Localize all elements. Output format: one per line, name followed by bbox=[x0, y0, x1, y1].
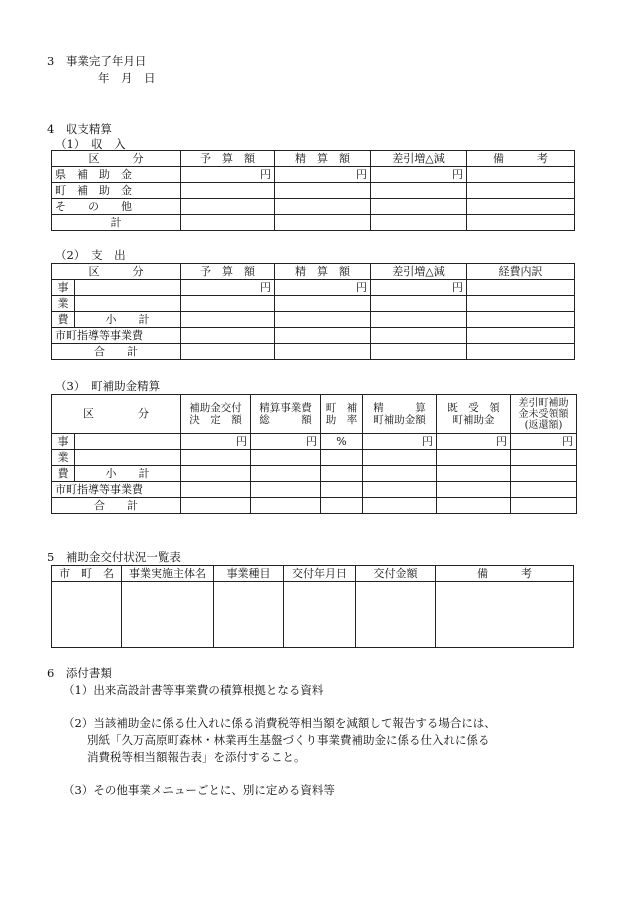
blank-cell bbox=[214, 582, 284, 648]
blank-cell bbox=[467, 183, 575, 199]
table-row bbox=[52, 296, 575, 312]
blank-cell bbox=[321, 482, 363, 498]
header-cell: 精 算 額 bbox=[275, 264, 371, 280]
table-row bbox=[52, 395, 577, 434]
section-5-title: 5 補助金交付状況一覧表 bbox=[47, 550, 181, 564]
attachment-item-2-line2: 別紙「久万高原町森林・林業再生基盤づくり事業費補助金に係る仕入れに係る bbox=[87, 733, 490, 747]
header-cell bbox=[321, 395, 363, 434]
table-row bbox=[52, 215, 575, 231]
blank-cell bbox=[371, 296, 467, 312]
blank-cell bbox=[363, 466, 437, 482]
blank-cell bbox=[181, 498, 251, 514]
header-line: 既 受 領 bbox=[447, 402, 500, 414]
header-cell: 区 分 bbox=[52, 395, 181, 434]
blank-cell bbox=[181, 328, 275, 344]
header-cell: 交付年月日 bbox=[284, 566, 356, 582]
blank-cell bbox=[275, 183, 371, 199]
blank-cell bbox=[467, 328, 575, 344]
income-table bbox=[51, 150, 575, 231]
yen-unit: 円 bbox=[181, 280, 275, 296]
blank-cell bbox=[467, 344, 575, 360]
blank-cell bbox=[181, 296, 275, 312]
blank-cell bbox=[321, 466, 363, 482]
blank-cell bbox=[467, 199, 575, 215]
income-title: （1） 収 入 bbox=[55, 137, 126, 151]
grant-status-table bbox=[51, 565, 574, 648]
blank-cell bbox=[511, 498, 577, 514]
blank-cell bbox=[181, 344, 275, 360]
completion-date: 年 月 日 bbox=[98, 71, 156, 85]
attachment-item-2-line1: （2）当該補助金に係る仕入れに係る消費税等相当額を減額して報告する場合には、 bbox=[63, 716, 496, 730]
table-row bbox=[52, 199, 575, 215]
row-label: 市町指導等事業費 bbox=[52, 328, 181, 344]
percent-unit: % bbox=[321, 434, 363, 450]
yen-unit: 円 bbox=[181, 434, 251, 450]
header-line: 町 補 bbox=[325, 402, 358, 414]
blank-cell bbox=[436, 582, 574, 648]
blank-cell bbox=[275, 328, 371, 344]
blank-cell bbox=[363, 450, 437, 466]
blank-cell bbox=[437, 450, 511, 466]
expense-table bbox=[51, 263, 575, 360]
blank-cell bbox=[251, 450, 321, 466]
row-label: 合 計 bbox=[52, 344, 181, 360]
blank-cell bbox=[511, 466, 577, 482]
jigyo-char: 費 bbox=[52, 312, 75, 328]
header-cell: 市 町 名 bbox=[52, 566, 122, 582]
yen-unit: 円 bbox=[511, 434, 577, 450]
header-cell bbox=[437, 395, 511, 434]
header-cell bbox=[251, 395, 321, 434]
table-row bbox=[52, 280, 575, 296]
row-label: 市町指導等事業費 bbox=[52, 482, 181, 498]
yen-unit: 円 bbox=[251, 434, 321, 450]
blank-cell bbox=[371, 312, 467, 328]
blank-cell bbox=[467, 312, 575, 328]
section-3-title: 3 事業完了年月日 bbox=[47, 54, 147, 68]
table-row bbox=[52, 566, 574, 582]
row-label: 町 補 助 金 bbox=[52, 183, 181, 199]
table-row bbox=[52, 466, 577, 482]
header-cell bbox=[181, 395, 251, 434]
blank-cell bbox=[181, 312, 275, 328]
header-cell: 事業実施主体名 bbox=[122, 566, 214, 582]
header-line: 金未受領額 bbox=[518, 408, 569, 420]
header-cell: 予 算 額 bbox=[181, 264, 275, 280]
blank-cell bbox=[437, 466, 511, 482]
jigyo-char: 事 bbox=[52, 280, 75, 296]
blank-cell bbox=[467, 296, 575, 312]
table-row bbox=[52, 582, 574, 648]
attachment-item-3: （3）その他事業メニューごとに、別に定める資料等 bbox=[63, 783, 335, 797]
blank-cell bbox=[122, 582, 214, 648]
blank-cell bbox=[321, 498, 363, 514]
blank-cell bbox=[251, 498, 321, 514]
row-label: 計 bbox=[52, 215, 181, 231]
blank-cell bbox=[75, 434, 181, 450]
blank-cell bbox=[181, 466, 251, 482]
blank-cell bbox=[437, 482, 511, 498]
blank-cell bbox=[467, 167, 575, 183]
blank-cell bbox=[371, 344, 467, 360]
header-line: 総 額 bbox=[259, 414, 312, 426]
table-row bbox=[52, 328, 575, 344]
blank-cell bbox=[363, 482, 437, 498]
row-label: 合 計 bbox=[52, 498, 181, 514]
blank-cell bbox=[511, 482, 577, 498]
blank-cell bbox=[363, 498, 437, 514]
yen-unit: 円 bbox=[363, 434, 437, 450]
table-row bbox=[52, 151, 575, 167]
table-row bbox=[52, 498, 577, 514]
yen-unit: 円 bbox=[275, 280, 371, 296]
blank-cell bbox=[284, 582, 356, 648]
blank-cell bbox=[251, 466, 321, 482]
header-line: 助 率 bbox=[325, 414, 358, 426]
yen-unit: 円 bbox=[371, 167, 467, 183]
blank-cell bbox=[511, 450, 577, 466]
yen-unit: 円 bbox=[275, 167, 371, 183]
blank-cell bbox=[275, 344, 371, 360]
jigyo-char: 業 bbox=[52, 296, 75, 312]
header-cell: 区 分 bbox=[52, 264, 181, 280]
header-cell: 精 算 額 bbox=[275, 151, 371, 167]
section-4-title: 4 収支精算 bbox=[47, 122, 112, 136]
blank-cell bbox=[437, 498, 511, 514]
blank-cell bbox=[275, 296, 371, 312]
blank-cell bbox=[181, 215, 275, 231]
table-row bbox=[52, 167, 575, 183]
blank-cell bbox=[181, 199, 275, 215]
header-cell: 交付金額 bbox=[356, 566, 436, 582]
town-subsidy-title: （3） 町補助金精算 bbox=[55, 379, 161, 393]
town-subsidy-table bbox=[51, 394, 577, 514]
header-cell: 経費内訳 bbox=[467, 264, 575, 280]
table-row bbox=[52, 264, 575, 280]
header-line: 町補助金額 bbox=[373, 414, 426, 426]
header-line: 精 算 bbox=[373, 402, 426, 414]
attachment-item-1: （1）出来高設計書等事業費の積算根拠となる資料 bbox=[63, 683, 324, 697]
blank-cell bbox=[371, 199, 467, 215]
row-label: そ の 他 bbox=[52, 199, 181, 215]
blank-cell bbox=[181, 450, 251, 466]
header-cell: 事業種目 bbox=[214, 566, 284, 582]
blank-cell bbox=[181, 183, 275, 199]
header-line: 差引町補助 bbox=[518, 397, 569, 409]
blank-cell bbox=[275, 215, 371, 231]
blank-cell bbox=[467, 215, 575, 231]
yen-unit: 円 bbox=[437, 434, 511, 450]
expense-title: （2） 支 出 bbox=[55, 248, 126, 262]
attachment-item-2-line3: 消費税等相当額報告表」を添付すること。 bbox=[87, 750, 306, 764]
header-cell: 区 分 bbox=[52, 151, 181, 167]
jigyo-char: 事 bbox=[52, 434, 75, 450]
table-row bbox=[52, 312, 575, 328]
yen-unit: 円 bbox=[181, 167, 275, 183]
header-line: 精算事業費 bbox=[259, 402, 312, 414]
blank-cell bbox=[251, 482, 321, 498]
blank-cell bbox=[275, 312, 371, 328]
subtotal-label: 小 計 bbox=[75, 466, 181, 482]
header-cell: 備 考 bbox=[467, 151, 575, 167]
header-cell bbox=[363, 395, 437, 434]
blank-cell bbox=[356, 582, 436, 648]
header-line: 町補助金 bbox=[452, 414, 495, 426]
table-row bbox=[52, 344, 575, 360]
header-cell: 差引増△減 bbox=[371, 264, 467, 280]
jigyo-char: 費 bbox=[52, 466, 75, 482]
table-row bbox=[52, 450, 577, 466]
blank-cell bbox=[371, 328, 467, 344]
header-cell: 備 考 bbox=[436, 566, 574, 582]
header-cell: 差引増△減 bbox=[371, 151, 467, 167]
header-cell bbox=[511, 395, 577, 434]
blank-cell bbox=[321, 450, 363, 466]
header-line: 補助金交付 bbox=[189, 402, 242, 414]
header-cell: 予 算 額 bbox=[181, 151, 275, 167]
blank-cell bbox=[75, 296, 181, 312]
blank-cell bbox=[75, 280, 181, 296]
header-line: 決 定 額 bbox=[189, 414, 242, 426]
table-row bbox=[52, 434, 577, 450]
yen-unit: 円 bbox=[371, 280, 467, 296]
subtotal-label: 小 計 bbox=[75, 312, 181, 328]
table-row bbox=[52, 482, 577, 498]
blank-cell bbox=[52, 582, 122, 648]
blank-cell bbox=[275, 199, 371, 215]
row-label: 県 補 助 金 bbox=[52, 167, 181, 183]
blank-cell bbox=[371, 215, 467, 231]
jigyo-char: 業 bbox=[52, 450, 75, 466]
header-line: (返還額) bbox=[524, 419, 563, 431]
blank-cell bbox=[181, 482, 251, 498]
blank-cell bbox=[467, 280, 575, 296]
blank-cell bbox=[75, 450, 181, 466]
table-row bbox=[52, 183, 575, 199]
section-6-title: 6 添付書類 bbox=[47, 666, 112, 680]
blank-cell bbox=[371, 183, 467, 199]
